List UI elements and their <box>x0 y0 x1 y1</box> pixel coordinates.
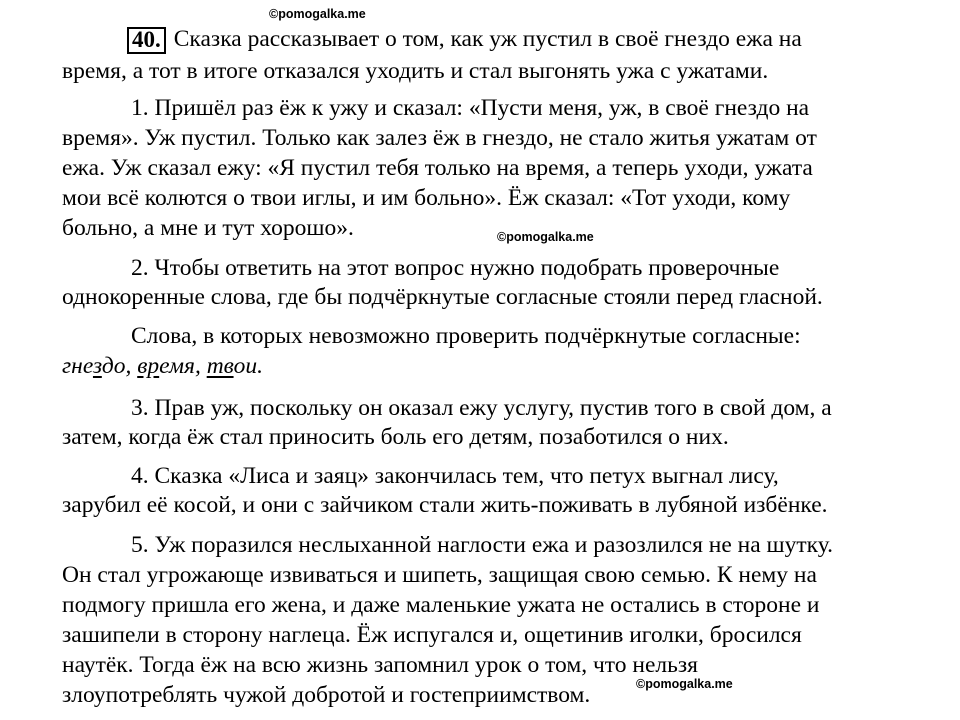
watermark-bottom: ©pomogalka.me <box>636 677 733 691</box>
answer-1-line-1: 1. Пришёл раз ёж к ужу и сказал: «Пусти меня, уж, в своё гнездо на <box>131 95 810 121</box>
watermark-middle: ©pomogalka.me <box>497 230 594 244</box>
answer-1-line-2: время». Уж пустил. Только как залез ёж в гнездо, не стало житья ужатам от <box>62 125 817 151</box>
answer-4-line-1: 4. Сказка «Лиса и заяц» закончилась тем, что петух выгнал лису, <box>131 463 779 489</box>
intro-line-1 <box>127 25 802 53</box>
intro-line-2: время, а тот в итоге отказался уходить и стал выгонять ужа с ужатами. <box>62 58 769 84</box>
intro-line-1-text: Сказка рассказывает о том, как уж пустил в своё гнездо ежа на <box>173 26 802 52</box>
answer-5-line-4: зашипели в сторону наглеца. Ёж испугался и, ощетинив иголки, бросился <box>62 622 802 648</box>
answer-3-line-1: 3. Прав уж, поскольку он оказал ежу услугу, пустив того в свой дом, а <box>131 395 832 421</box>
answer-3-line-2: затем, когда ёж стал приносить боль его детям, позаботился о них. <box>62 424 729 450</box>
answer-2-line-1: 2. Чтобы ответить на этот вопрос нужно подобрать проверочные <box>131 255 780 281</box>
words-line-2: гнездо, время, твои. <box>62 353 263 379</box>
answer-1-line-3: ежа. Уж сказал ежу: «Я пустил тебя только на время, а теперь уходи, ужата <box>62 155 813 181</box>
watermark-top: ©pomogalka.me <box>269 7 366 21</box>
answer-5-line-5: наутёк. Тогда ёж на всю жизнь запомнил урок о том, что нельзя <box>62 652 698 678</box>
answer-5-line-3: подмогу пришла его жена, и даже маленькие ужата не остались в стороне и <box>62 592 820 618</box>
answer-1-line-4: мои всё колются о твои иглы, и им больно». Ёж сказал: «Тот уходи, кому <box>62 185 791 211</box>
answer-5-line-6: злоупотреблять чужой добротой и гостеприимством. <box>62 682 591 708</box>
exercise-number: 40. <box>127 27 166 54</box>
words-line-1: Слова, в которых невозможно проверить подчёркнутые согласные: <box>131 323 801 349</box>
answer-4-line-2: зарубил её косой, и они с зайчиком стали жить-поживать в лубяной избёнке. <box>62 492 828 518</box>
answer-5-line-1: 5. Уж поразился неслыханной наглости ежа и разозлился не на шутку. <box>131 532 833 558</box>
answer-5-line-2: Он стал угрожающе извиваться и шипеть, защищая свою семью. К нему на <box>62 562 817 588</box>
answer-1-line-5: больно, а мне и тут хорошо». <box>62 215 354 241</box>
answer-2-line-2: однокоренные слова, где бы подчёркнутые согласные стояли перед гласной. <box>62 284 823 310</box>
